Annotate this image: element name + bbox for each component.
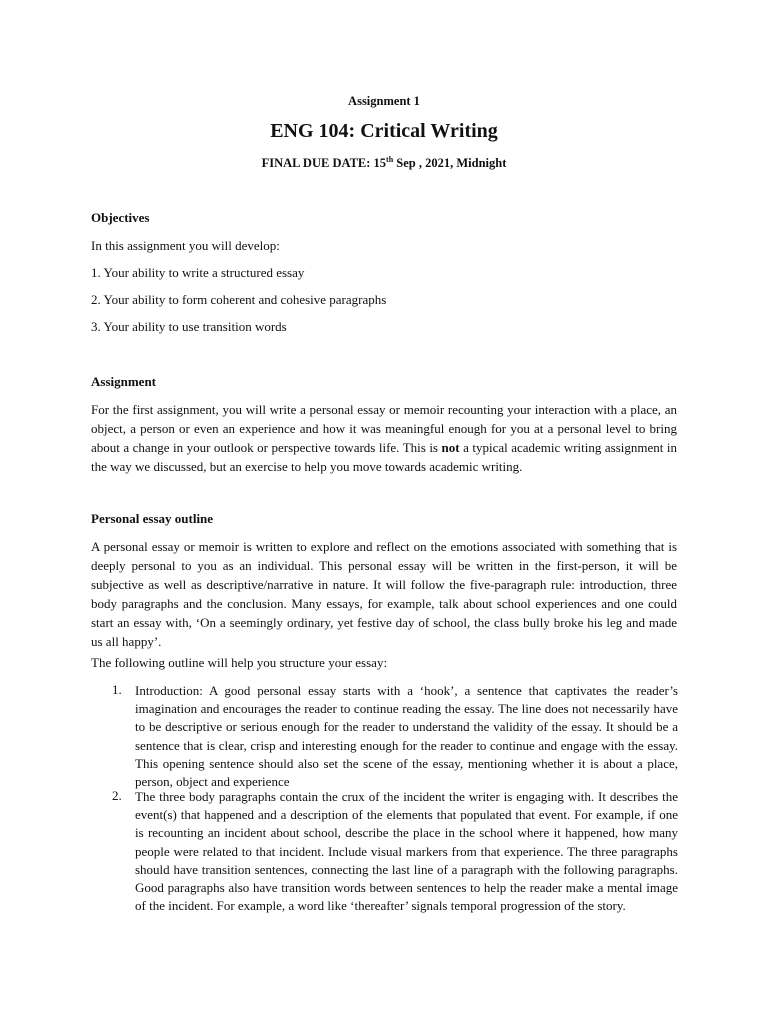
outline-list-item: Introduction: A good personal essay starts with a ‘hook’, a sentence that captivates the reader’s imagination and encourages the reader to continue reading the essay. The line does not necessarily have to be descriptive or serious enough for the reader to understand the validity of the essay. It should be a sentence that is clear, crisp and interesting enough for the reader to continue and engage with the essay. This opening sentence should also set the scene of the essay, mentioning whether it is about a place, person, object and experience <box>135 683 678 790</box>
objective-item: 1. Your ability to write a structured essay <box>91 265 305 280</box>
due-date-prefix: FINAL DUE DATE: 15 <box>261 156 387 171</box>
list-item-marker: 2. <box>112 788 122 803</box>
outline-list-item: The three body paragraphs contain the crux of the incident the writer is engaging with. It describes the event(s) that happened and a description of the elements that populated that event. For example, if one is recounting an incident about school, describe the place in the school where it happened, how many people were related to that incident. Include visual markers from that experience. The three paragraphs should have transition sentences, connecting the last line of a paragraph with the following paragraphs. Good paragraphs also have transition words between sentences to help the reader make a mental image of the incident. For example, a word like ‘thereafter’ signals temporal progression of the story. <box>135 789 678 914</box>
assignment-label: Assignment 1 <box>348 94 420 108</box>
outline-heading: Personal essay outline <box>91 511 214 526</box>
list-item-marker: 1. <box>112 682 122 697</box>
due-date-ordinal: th <box>386 155 394 164</box>
course-title: ENG 104: Critical Writing <box>270 120 498 142</box>
assignment-heading: Assignment <box>91 374 157 389</box>
outline-intro-paragraph: A personal essay or memoir is written to explore and reflect on the emotions associated with something that is deeply personal to you as an individual. This personal essay will be written in the first-person, it will be subjective as well as descriptive/narrative in nature. It will follow the five-paragraph rule: introduction, three body paragraphs and the conclusion. Many essays, for example, talk about school experiences and one could start an essay with, ‘On a seemingly ordinary, yet festive day of school, the class bully broke his leg and made us all happy’. <box>91 539 677 649</box>
outline-lead-in: The following outline will help you structure your essay: <box>91 655 388 670</box>
due-date-line <box>0 155 768 171</box>
objective-item: 2. Your ability to form coherent and cohesive paragraphs <box>91 292 387 307</box>
objective-item: 3. Your ability to use transition words <box>91 319 287 334</box>
assignment-paragraph <box>91 400 677 476</box>
objectives-intro: In this assignment you will develop: <box>91 238 280 253</box>
assignment-text-after: a typical academic writing assignment in the way we discussed, but an exercise to help you move towards academic writing. <box>91 440 677 474</box>
assignment-text-before: For the first assignment, you will write a personal essay or memoir recounting your interaction with a place, an object, a person or even an experience and how it was meaningful enough for you at a personal level to bring about a change in your outlook or perspective towards life. This is <box>91 402 677 455</box>
objectives-heading: Objectives <box>91 210 150 225</box>
due-date-suffix: Sep , 2021, Midnight <box>393 156 507 171</box>
assignment-text-emphasis: not <box>441 440 460 455</box>
